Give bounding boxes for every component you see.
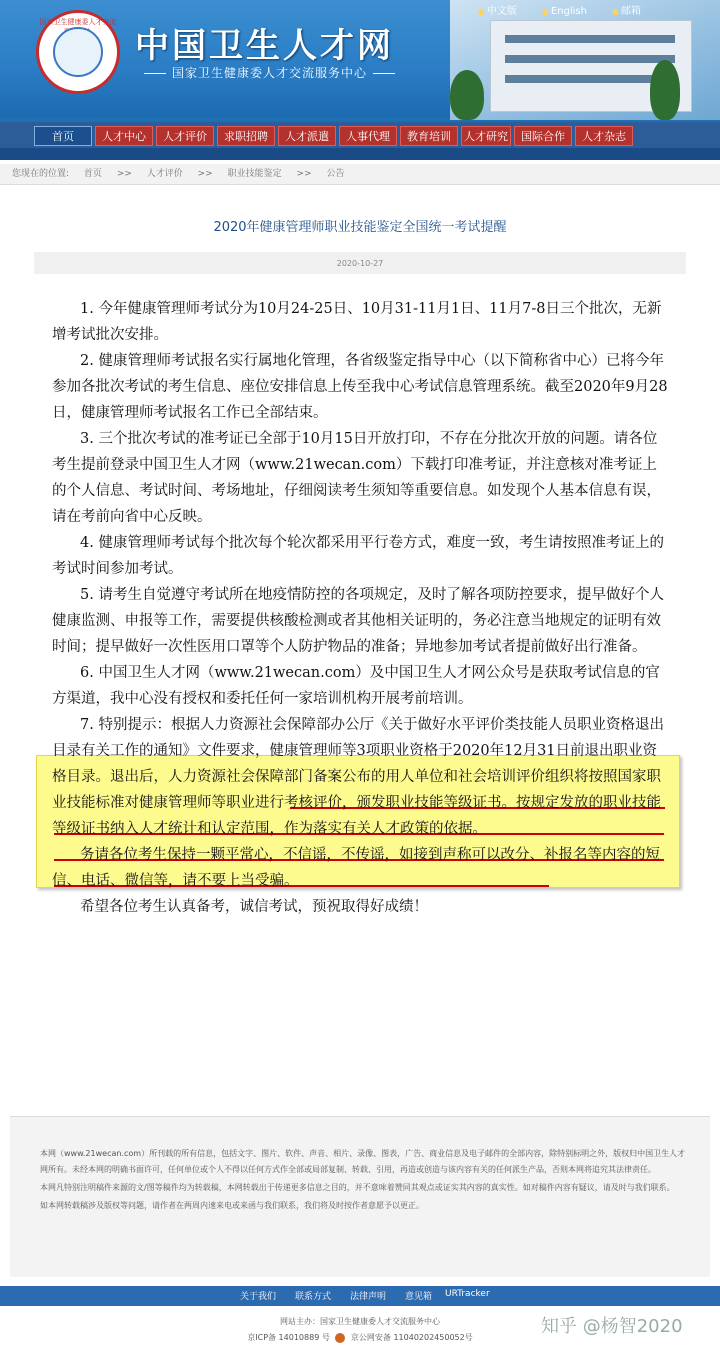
site-logo[interactable] <box>36 10 120 94</box>
footer-link-legal[interactable]: 法律声明 <box>350 1292 387 1302</box>
nav-talent-dispatch[interactable]: 人才派遣 <box>278 126 336 146</box>
site-title[interactable]: 中国卫生人才网 <box>135 26 394 66</box>
tree <box>650 60 680 120</box>
footer-notices <box>40 1146 690 1216</box>
breadcrumb-notice[interactable]: 公告 <box>326 169 345 179</box>
building-window-row <box>505 55 675 63</box>
police-badge-icon <box>335 1333 345 1343</box>
footer-link-feedback[interactable]: 意见箱 <box>405 1292 433 1302</box>
breadcrumb-home[interactable]: 首页 <box>83 169 102 179</box>
article-title: 2020年健康管理师职业技能鉴定全国统一考试提醒 <box>213 220 507 235</box>
nav-job-recruitment[interactable]: 求职招聘 <box>217 126 275 146</box>
link-english[interactable]: ■ English <box>542 6 587 17</box>
footer-link-contact[interactable]: 联系方式 <box>295 1292 332 1302</box>
paragraph-closing: 希望各位考生认真备考，诚信考试，预祝取得好成绩！ <box>80 899 428 915</box>
footer-nav <box>0 1286 720 1306</box>
nav-talent-evaluation[interactable]: 人才评价 <box>156 126 214 146</box>
nav-talent-center[interactable]: 人才中心 <box>95 126 153 146</box>
breadcrumb-prefix: 您现在的位置: <box>12 169 70 179</box>
footer-police[interactable]: 京公网安备 11040202450052号 <box>350 1333 473 1342</box>
paragraph-5: 5. 请考生自觉遵守考试所在地疫情防控的各项规定，及时了解各项防控要求，提早做好个人健康监测、申报等工作，需要提供核酸检测或者其他相关证明的，务必注意当地规定的证明有效时间；提早做好一次性医用口罩等个人防护物品的准备；异地参加考试者提前做好出行准备。 <box>52 587 664 655</box>
paragraph-6: 6. 中国卫生人才网（www.21wecan.com）及中国卫生人才网公众号是获取考试信息的官方渠道，我中心没有授权和委托任何一家培训机构开展考前培训。 <box>52 665 660 707</box>
tree <box>450 70 484 120</box>
breadcrumb-separator: >> <box>296 169 312 179</box>
paragraph-2: 2. 健康管理师考试报名实行属地化管理，各省级鉴定指导中心（以下简称省中心）已将今年参加各批次考试的考生信息、座位安排信息上传至我中心考试信息管理系统。截至2020年9月28日，健康管理师考试报名工作已全部结束。 <box>52 353 668 421</box>
zhihu-watermark: 知乎 @杨智2020 <box>541 1316 683 1337</box>
nav-international[interactable]: 国际合作 <box>514 126 572 146</box>
link-chinese[interactable]: ■ 中文版 <box>478 6 517 17</box>
site-header <box>0 0 720 160</box>
logo-text: 国家卫生健康委人才交流 <box>39 18 117 26</box>
nav-personnel-agency[interactable]: 人事代理 <box>339 126 397 146</box>
logo-emblem <box>53 27 103 77</box>
nav-bottom-bar <box>0 148 720 160</box>
article-date: 2020-10-27 <box>336 259 384 268</box>
nav-talent-magazine[interactable]: 人才杂志 <box>575 126 633 146</box>
link-mailbox[interactable]: ■ 邮箱 <box>612 6 641 17</box>
footer-link-urtracker[interactable]: URTracker <box>445 1289 490 1299</box>
footer-reprint-notice: 本网凡特别注明稿件来源的文/图等稿件均为转载稿，本网转载出于传递更多信息之目的，并不意味着赞同其观点或证实其内容的真实性。如对稿件内容有疑议，请及时与我们联系。 <box>40 1183 675 1192</box>
building-window-row <box>505 35 675 43</box>
nav-talent-research[interactable]: 人才研究 <box>461 126 511 146</box>
paragraph-4: 4. 健康管理师考试每个批次每个轮次都采用平行卷方式，难度一致，考生请按照准考证上的考试时间参加考试。 <box>52 535 664 577</box>
footer-link-about[interactable]: 关于我们 <box>240 1292 277 1302</box>
breadcrumb-separator: >> <box>116 169 132 179</box>
paragraph-7-special-notice: 7. 特别提示：根据人力资源社会保障部办公厅《关于做好水平评价类技能人员职业资格退出目录有关工作的通知》文件要求，健康管理师等3项职业资格于2020年12月31日前退出职业资格目录。退出后，人力资源社会保障部门备案公布的用人单位和社会培训评价组织将按照国家职业技能标准对健康管理师等职业进行考核评价，颁发职业技能等级证书。按规定发放的职业技能等级证书纳入人才统计和认定范围，作为落实有关人才政策的依据。 <box>52 717 664 837</box>
breadcrumb-talent-evaluation[interactable]: 人才评价 <box>146 169 183 179</box>
breadcrumb-skill-appraisal[interactable]: 职业技能鉴定 <box>227 169 282 179</box>
site-subtitle: 国家卫生健康委人才交流服务中心 <box>138 64 401 81</box>
top-links <box>478 2 663 17</box>
header-building-image <box>450 0 720 120</box>
footer-rights-notice: 如本网转载稿涉及版权等问题，请作者在两周内速来电或来函与我们联系，我们将及时按作者意愿予以更正。 <box>40 1201 424 1210</box>
main-nav <box>0 122 720 148</box>
breadcrumb <box>0 164 720 185</box>
article-date-bar <box>34 252 686 274</box>
paragraph-warning: 务请各位考生保持一颗平常心，不信谣，不传谣，如接到声称可以改分、补报名等内容的短信、电话、微信等，请不要上当受骗。 <box>52 847 660 889</box>
paragraph-3: 3. 三个批次考试的准考证已全部于10月15日开放打印，不存在分批次开放的问题。请各位考生提前登录中国卫生人才网（www.21wecan.com）下载打印准考证，并注意核对准考证上的个人信息、考试时间、考场地址，仔细阅读考生须知等重要信息。如发现个人基本信息有误，请在考前向省中心反映。 <box>52 431 661 525</box>
nav-education-training[interactable]: 教育培训 <box>400 126 458 146</box>
article-body <box>52 296 670 920</box>
footer-icp[interactable]: 京ICP备 14010889 号 <box>247 1333 330 1342</box>
breadcrumb-separator: >> <box>197 169 213 179</box>
paragraph-1: 1. 今年健康管理师考试分为10月24-25日、10月31-11月1日、11月7-8日三个批次，无新增考试批次安排。 <box>52 301 662 343</box>
footer-sponsor: 网站主办：国家卫生健康委人才交流服务中心 <box>280 1317 440 1326</box>
nav-home[interactable]: 首页 <box>34 126 92 146</box>
footer-copyright-notice: 本网（www.21wecan.com）所刊载的所有信息，包括文字、图片、软件、声音、相片、录像、图表，广告、商业信息及电子邮件的全部内容，除特别标明之外，版权归中国卫生人才网所有。未经本网的明确书面许可，任何单位或个人不得以任何方式作全部或局部复制、转载、引用，再造或创造与该内容有关的任何派生产品，否则本网将追究其法律责任。 <box>40 1149 686 1174</box>
